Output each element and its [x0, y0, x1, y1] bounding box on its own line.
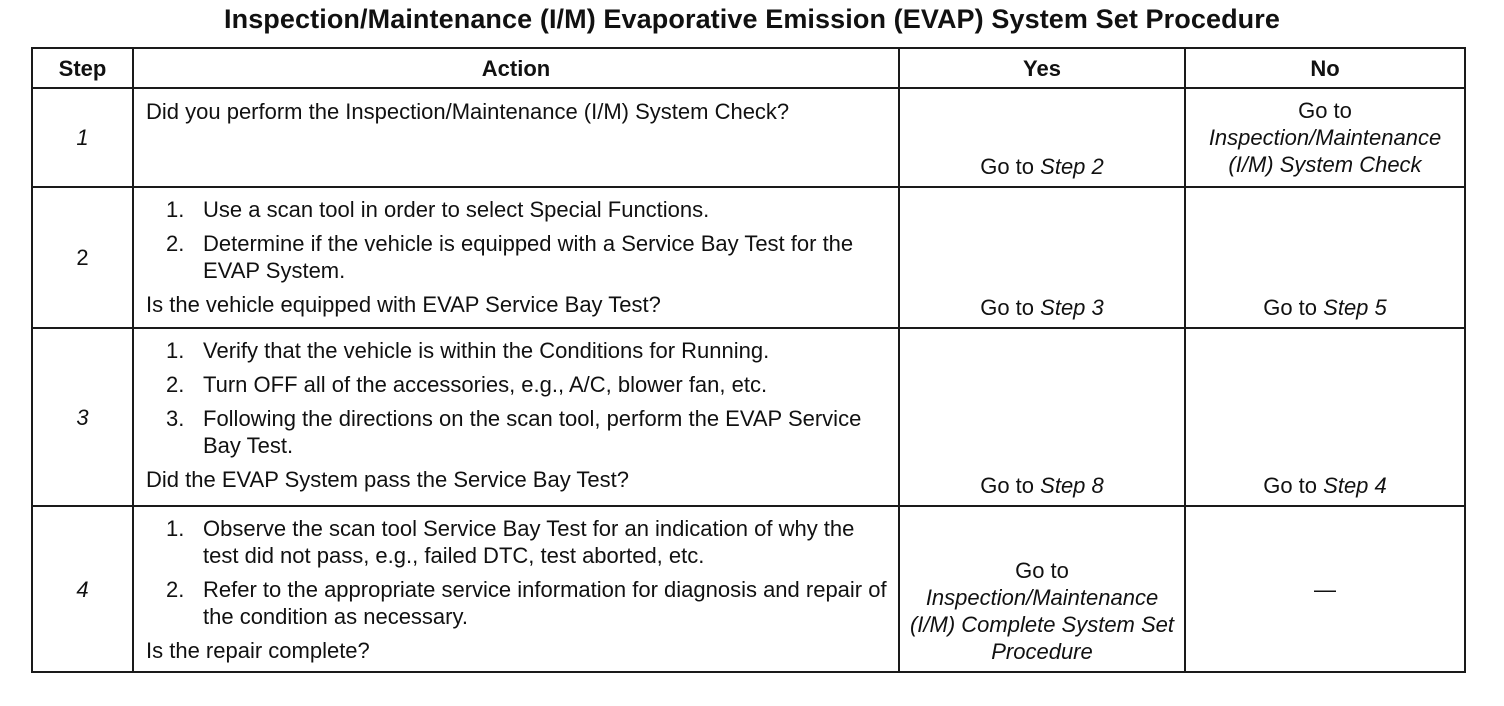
no-prefix: Go to [1263, 473, 1318, 498]
question-text: Did you perform the Inspection/Maintenance (I/M) System Check? [146, 99, 790, 124]
yes-link[interactable]: Step 8 [1040, 473, 1104, 498]
item-text: Verify that the vehicle is within the Conditions for Running. [203, 338, 770, 363]
no-cell [1185, 187, 1465, 328]
action-item [146, 196, 888, 223]
no-link[interactable]: Step 4 [1323, 473, 1387, 498]
item-number: 1. [166, 338, 185, 363]
step-number: 3 [32, 328, 133, 506]
no-cell [1185, 328, 1465, 506]
step-number: 2 [32, 187, 133, 328]
step-number: 1 [32, 88, 133, 187]
item-text: Use a scan tool in order to select Special Functions. [203, 197, 710, 222]
yes-cell [899, 328, 1185, 506]
action-list [146, 196, 888, 284]
page-title: Inspection/Maintenance (I/M) Evaporative Emission (EVAP) System Set Procedure [224, 4, 1280, 34]
yes-link[interactable]: Step 3 [1040, 295, 1104, 320]
question-text: Did the EVAP System pass the Service Bay Test? [146, 467, 630, 492]
action-cell [133, 328, 899, 506]
item-text: Determine if the vehicle is equipped with a Service Bay Test for the EVAP System. [203, 231, 854, 283]
no-cell [1185, 506, 1465, 672]
action-cell [133, 506, 899, 672]
step-number: 4 [32, 506, 133, 672]
item-text: Following the directions on the scan tool, perform the EVAP Service Bay Test. [203, 406, 862, 458]
action-item [146, 337, 888, 364]
yes-prefix: Go to [980, 154, 1035, 179]
action-list [146, 337, 888, 459]
action-item [146, 371, 888, 398]
item-text: Turn OFF all of the accessories, e.g., A/C, blower fan, etc. [203, 372, 768, 397]
item-number: 1. [166, 516, 185, 541]
yes-prefix: Go to [980, 473, 1035, 498]
item-number: 2. [166, 372, 185, 397]
table-row [32, 506, 1465, 672]
procedure-table [31, 47, 1466, 673]
no-prefix: Go to [1298, 98, 1352, 123]
question-text: Is the repair complete? [146, 638, 370, 663]
action-item [146, 515, 888, 569]
question-text: Is the vehicle equipped with EVAP Service Bay Test? [146, 292, 661, 317]
yes-prefix: Go to [980, 295, 1035, 320]
table-row [32, 187, 1465, 328]
action-item [146, 576, 888, 630]
action-cell [133, 88, 899, 187]
item-number: 2. [166, 231, 185, 256]
no-cell [1185, 88, 1465, 187]
table-row [32, 328, 1465, 506]
no-prefix: Go to [1263, 295, 1318, 320]
action-cell [133, 187, 899, 328]
yes-cell [899, 506, 1185, 672]
yes-cell [899, 187, 1185, 328]
item-number: 3. [166, 406, 185, 431]
yes-cell [899, 88, 1185, 187]
yes-prefix: Go to [1015, 558, 1069, 583]
header-step: Step [32, 48, 133, 88]
item-text: Observe the scan tool Service Bay Test for an indication of why the test did not pass, e.g., failed DTC, test aborted, etc. [203, 516, 855, 568]
action-list [146, 515, 888, 630]
table-row [32, 88, 1465, 187]
yes-link[interactable]: Step 2 [1040, 154, 1104, 179]
item-number: 1. [166, 197, 185, 222]
item-text: Refer to the appropriate service information for diagnosis and repair of the condition as necessary. [203, 577, 887, 629]
header-action: Action [133, 48, 899, 88]
header-no: No [1185, 48, 1465, 88]
yes-link[interactable]: Inspection/Maintenance (I/M) Complete System Set Procedure [909, 585, 1175, 664]
item-number: 2. [166, 577, 185, 602]
no-link[interactable]: Step 5 [1323, 295, 1387, 320]
header-row [32, 48, 1465, 88]
no-link[interactable]: Inspection/Maintenance (I/M) System Check [1208, 125, 1442, 177]
header-yes: Yes [899, 48, 1185, 88]
no-result-dash: — [1314, 576, 1336, 602]
action-item [146, 405, 888, 459]
action-item [146, 230, 888, 284]
